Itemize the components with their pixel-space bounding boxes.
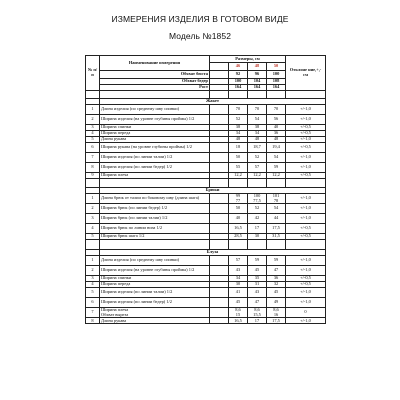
table-row (86, 256, 326, 266)
size-value: 16,5 (229, 224, 248, 234)
measurement-name: Длина изделия (по среднему шву спинки) (100, 105, 210, 115)
size-value: 8,6 15 (229, 308, 248, 318)
size-value: 52 (248, 153, 267, 163)
table-row (86, 224, 326, 234)
size-value: 35 (248, 276, 267, 282)
table-row (86, 288, 326, 298)
table-row (86, 163, 326, 173)
measurement-name: Ширина изделия (по линии талии) 1/2 (100, 153, 210, 163)
measurement-name: Ширина спинки (100, 125, 210, 131)
header-name: Наименование измерения (100, 56, 210, 71)
tolerance-value: +/-1,0 (286, 115, 326, 125)
measure-height-value: 164 (229, 85, 248, 91)
table-row (86, 143, 326, 153)
tolerance-value: +/-0,5 (286, 125, 326, 131)
section-title: Брюки (100, 188, 326, 194)
size-value: 47 (267, 266, 286, 276)
measurement-name: Длина брюк от талии по боковому шву (длина шага) (100, 194, 210, 204)
tolerance-value: +/-1,0 (286, 214, 326, 224)
spacer-row (86, 91, 326, 99)
measure-height-value: 164 (267, 85, 286, 91)
measurement-name: Ширина брюк шага 1/2 (100, 234, 210, 240)
header-sizes: Размеры, см (210, 56, 286, 63)
size-value: 8,6 15,5 (248, 308, 267, 318)
size-value: 17 (248, 318, 267, 324)
row-number: 5 (86, 288, 100, 298)
size-value: 59 (248, 256, 267, 266)
size-value: 8,6 16 (267, 308, 286, 318)
size-code-50: 50 (267, 63, 286, 71)
row-number: 3 (86, 276, 100, 282)
size-value: 43 (229, 266, 248, 276)
measurement-name: Ширина изделия (по линии талии) 1/2 (100, 288, 210, 298)
measure-bust-value: 96 (248, 71, 267, 79)
row-number: 7 (86, 153, 100, 163)
measure-hips-value: 108 (267, 79, 286, 85)
tolerance-value: +/-1,0 (286, 256, 326, 266)
measurement-name: Ширина изделия (по линии бедер) 1/2 (100, 163, 210, 173)
table-row (86, 204, 326, 214)
measure-hips-value: 100 (229, 79, 248, 85)
size-value: 41 (229, 288, 248, 298)
row-number: 2 (86, 115, 100, 125)
spacer-row (86, 240, 326, 250)
size-value: 31 (248, 282, 267, 288)
tolerance-value: +/-0,5 (286, 173, 326, 179)
tolerance-value: +/-1,0 (286, 137, 326, 143)
tolerance-value: +/-0,5 (286, 282, 326, 288)
row-number: 2 (86, 204, 100, 214)
row-number: 1 (86, 194, 100, 204)
size-value: 54 (267, 204, 286, 214)
size-value: 40 (229, 214, 248, 224)
spacer-row (86, 179, 326, 188)
size-value: 38 (248, 125, 267, 131)
tolerance-value: +/-0,5 (286, 143, 326, 153)
table-row (86, 214, 326, 224)
measure-bust-value: 100 (267, 71, 286, 79)
measurement-name: Длина рукава (100, 318, 210, 324)
size-value: 28,5 (229, 234, 248, 240)
tolerance-value: +/-1,0 (286, 298, 326, 308)
size-value: 30 (229, 282, 248, 288)
size-value: 16,5 (229, 318, 248, 324)
measure-height-label: Рост (100, 85, 210, 91)
tolerance-value: 0 (286, 308, 326, 318)
size-value: 44 (267, 214, 286, 224)
size-value: 70 (267, 105, 286, 115)
row-number: 8 (86, 163, 100, 173)
measurement-name: Ширина плеча (100, 173, 210, 179)
size-value: 57 (229, 256, 248, 266)
row-number: 3 (86, 125, 100, 131)
size-value: 36 (267, 276, 286, 282)
size-value: 42 (248, 214, 267, 224)
size-value: 54 (267, 153, 286, 163)
measurement-name: Ширина переда (100, 282, 210, 288)
size-value: 12,2 (267, 173, 286, 179)
size-value: 19,4 (267, 143, 286, 153)
size-value: 30 (248, 234, 267, 240)
size-value: 99 77 (229, 194, 248, 204)
measurement-name: Ширина брюк (по линии бедер) 1/2 (100, 204, 210, 214)
section-title: Жакет (100, 99, 326, 105)
tolerance-value: +/-0,5 (286, 131, 326, 137)
measurement-name: Ширина плеча Обхват выреза (100, 308, 210, 318)
table-row (86, 194, 326, 204)
size-value: 52 (229, 115, 248, 125)
row-number: 7 (86, 308, 100, 318)
measurement-name: Ширина изделия (по линии бедер) 1/2 (100, 298, 210, 308)
row-number: 5 (86, 234, 100, 240)
size-value: 38 (229, 125, 248, 131)
measurement-name: Ширина переда (100, 131, 210, 137)
table-row (86, 318, 326, 324)
size-value: 45 (248, 266, 267, 276)
size-code-48: 48 (248, 63, 267, 71)
row-number: 2 (86, 266, 100, 276)
size-value: 34 (248, 131, 267, 137)
size-value: 50 (229, 153, 248, 163)
size-value: 18,7 (248, 143, 267, 153)
table-row (86, 308, 326, 318)
measurement-name: Длина рукава (100, 137, 210, 143)
measurement-name: Длина изделия (по среднему шву спинки) (100, 256, 210, 266)
size-value: 48 (248, 137, 267, 143)
table-body (86, 56, 326, 324)
measurement-name: Ширина брюк (по линии талии) 1/2 (100, 214, 210, 224)
size-code-46: 46 (229, 63, 248, 71)
document-title: ИЗМЕРЕНИЯ ИЗДЕЛИЯ В ГОТОВОМ ВИДЕ (111, 14, 289, 24)
row-number: 6 (86, 143, 100, 153)
row-number: 1 (86, 256, 100, 266)
measure-hips-value: 104 (248, 79, 267, 85)
size-value: 57 (248, 163, 267, 173)
size-value: 17,5 (267, 224, 286, 234)
size-value: 34 (229, 276, 248, 282)
header-num: № п/п (86, 56, 100, 91)
tolerance-value: +/-1,0 (286, 194, 326, 204)
size-value: 12,2 (229, 173, 248, 179)
measure-bust-value: 92 (229, 71, 248, 79)
size-value: 31,5 (267, 234, 286, 240)
tolerance-value: +/-1,0 (286, 204, 326, 214)
tolerance-value: +/-1,0 (286, 318, 326, 324)
measure-height-value: 164 (248, 85, 267, 91)
size-value: 17,5 (267, 318, 286, 324)
tolerance-value: +/-1,0 (286, 266, 326, 276)
tolerance-value: +/-1,0 (286, 288, 326, 298)
size-value: 56 (267, 115, 286, 125)
size-value: 34 (229, 131, 248, 137)
size-value: 45 (267, 288, 286, 298)
size-value: 48 (267, 137, 286, 143)
row-number: 8 (86, 318, 100, 324)
size-value: 59 (267, 256, 286, 266)
table-row (86, 153, 326, 163)
model-number: Модель №1852 (168, 31, 232, 41)
tolerance-value: +/-1,0 (286, 105, 326, 115)
header-tolerance: Отклоне ние,+,- см (286, 56, 326, 91)
tolerance-value: +/-0,5 (286, 234, 326, 240)
row-number: 4 (86, 224, 100, 234)
measure-bust-label: Обхват бюста (100, 71, 210, 79)
measurements-table (85, 55, 326, 324)
size-value: 48 (229, 137, 248, 143)
table-row (86, 266, 326, 276)
size-value: 17 (248, 224, 267, 234)
measure-hips-label: Обхват бедер (100, 79, 210, 85)
size-value: 12,2 (248, 173, 267, 179)
size-value: 100 77,5 (248, 194, 267, 204)
tolerance-value: +/-0,5 (286, 276, 326, 282)
measurement-name: Ширина брюк по линии низа 1/2 (100, 224, 210, 234)
size-value: 101 78 (267, 194, 286, 204)
measurement-name: Ширина изделия (на уровне глубины проймы) 1/2 (100, 266, 210, 276)
size-value: 47 (248, 298, 267, 308)
tolerance-value: +/-0,5 (286, 224, 326, 234)
size-value: 52 (248, 204, 267, 214)
row-number: 6 (86, 298, 100, 308)
size-value: 59 (267, 163, 286, 173)
size-value: 18 (229, 143, 248, 153)
table-row (86, 115, 326, 125)
tolerance-value: +/-1,0 (286, 153, 326, 163)
measurement-name: Ширина изделия (на уровне глубины проймы) 1/2 (100, 115, 210, 125)
size-value: 55 (229, 163, 248, 173)
table-row (86, 105, 326, 115)
tolerance-value: +/-1,0 (286, 163, 326, 173)
row-number: 4 (86, 131, 100, 137)
row-number: 1 (86, 105, 100, 115)
size-value: 45 (229, 298, 248, 308)
size-value: 36 (267, 131, 286, 137)
row-number: 4 (86, 282, 100, 288)
size-value: 32 (267, 282, 286, 288)
size-value: 54 (248, 115, 267, 125)
row-number: 3 (86, 214, 100, 224)
size-value: 70 (248, 105, 267, 115)
size-value: 40 (267, 125, 286, 131)
row-number: 5 (86, 137, 100, 143)
size-value: 43 (248, 288, 267, 298)
section-title: Блуза (100, 250, 326, 256)
size-value: 50 (229, 204, 248, 214)
measurement-name: Ширина спинки (100, 276, 210, 282)
measurement-name: Ширина рукава (на уровне глубины проймы) 1/2 (100, 143, 210, 153)
size-value: 70 (229, 105, 248, 115)
row-number: 9 (86, 173, 100, 179)
size-value: 49 (267, 298, 286, 308)
table-row (86, 298, 326, 308)
